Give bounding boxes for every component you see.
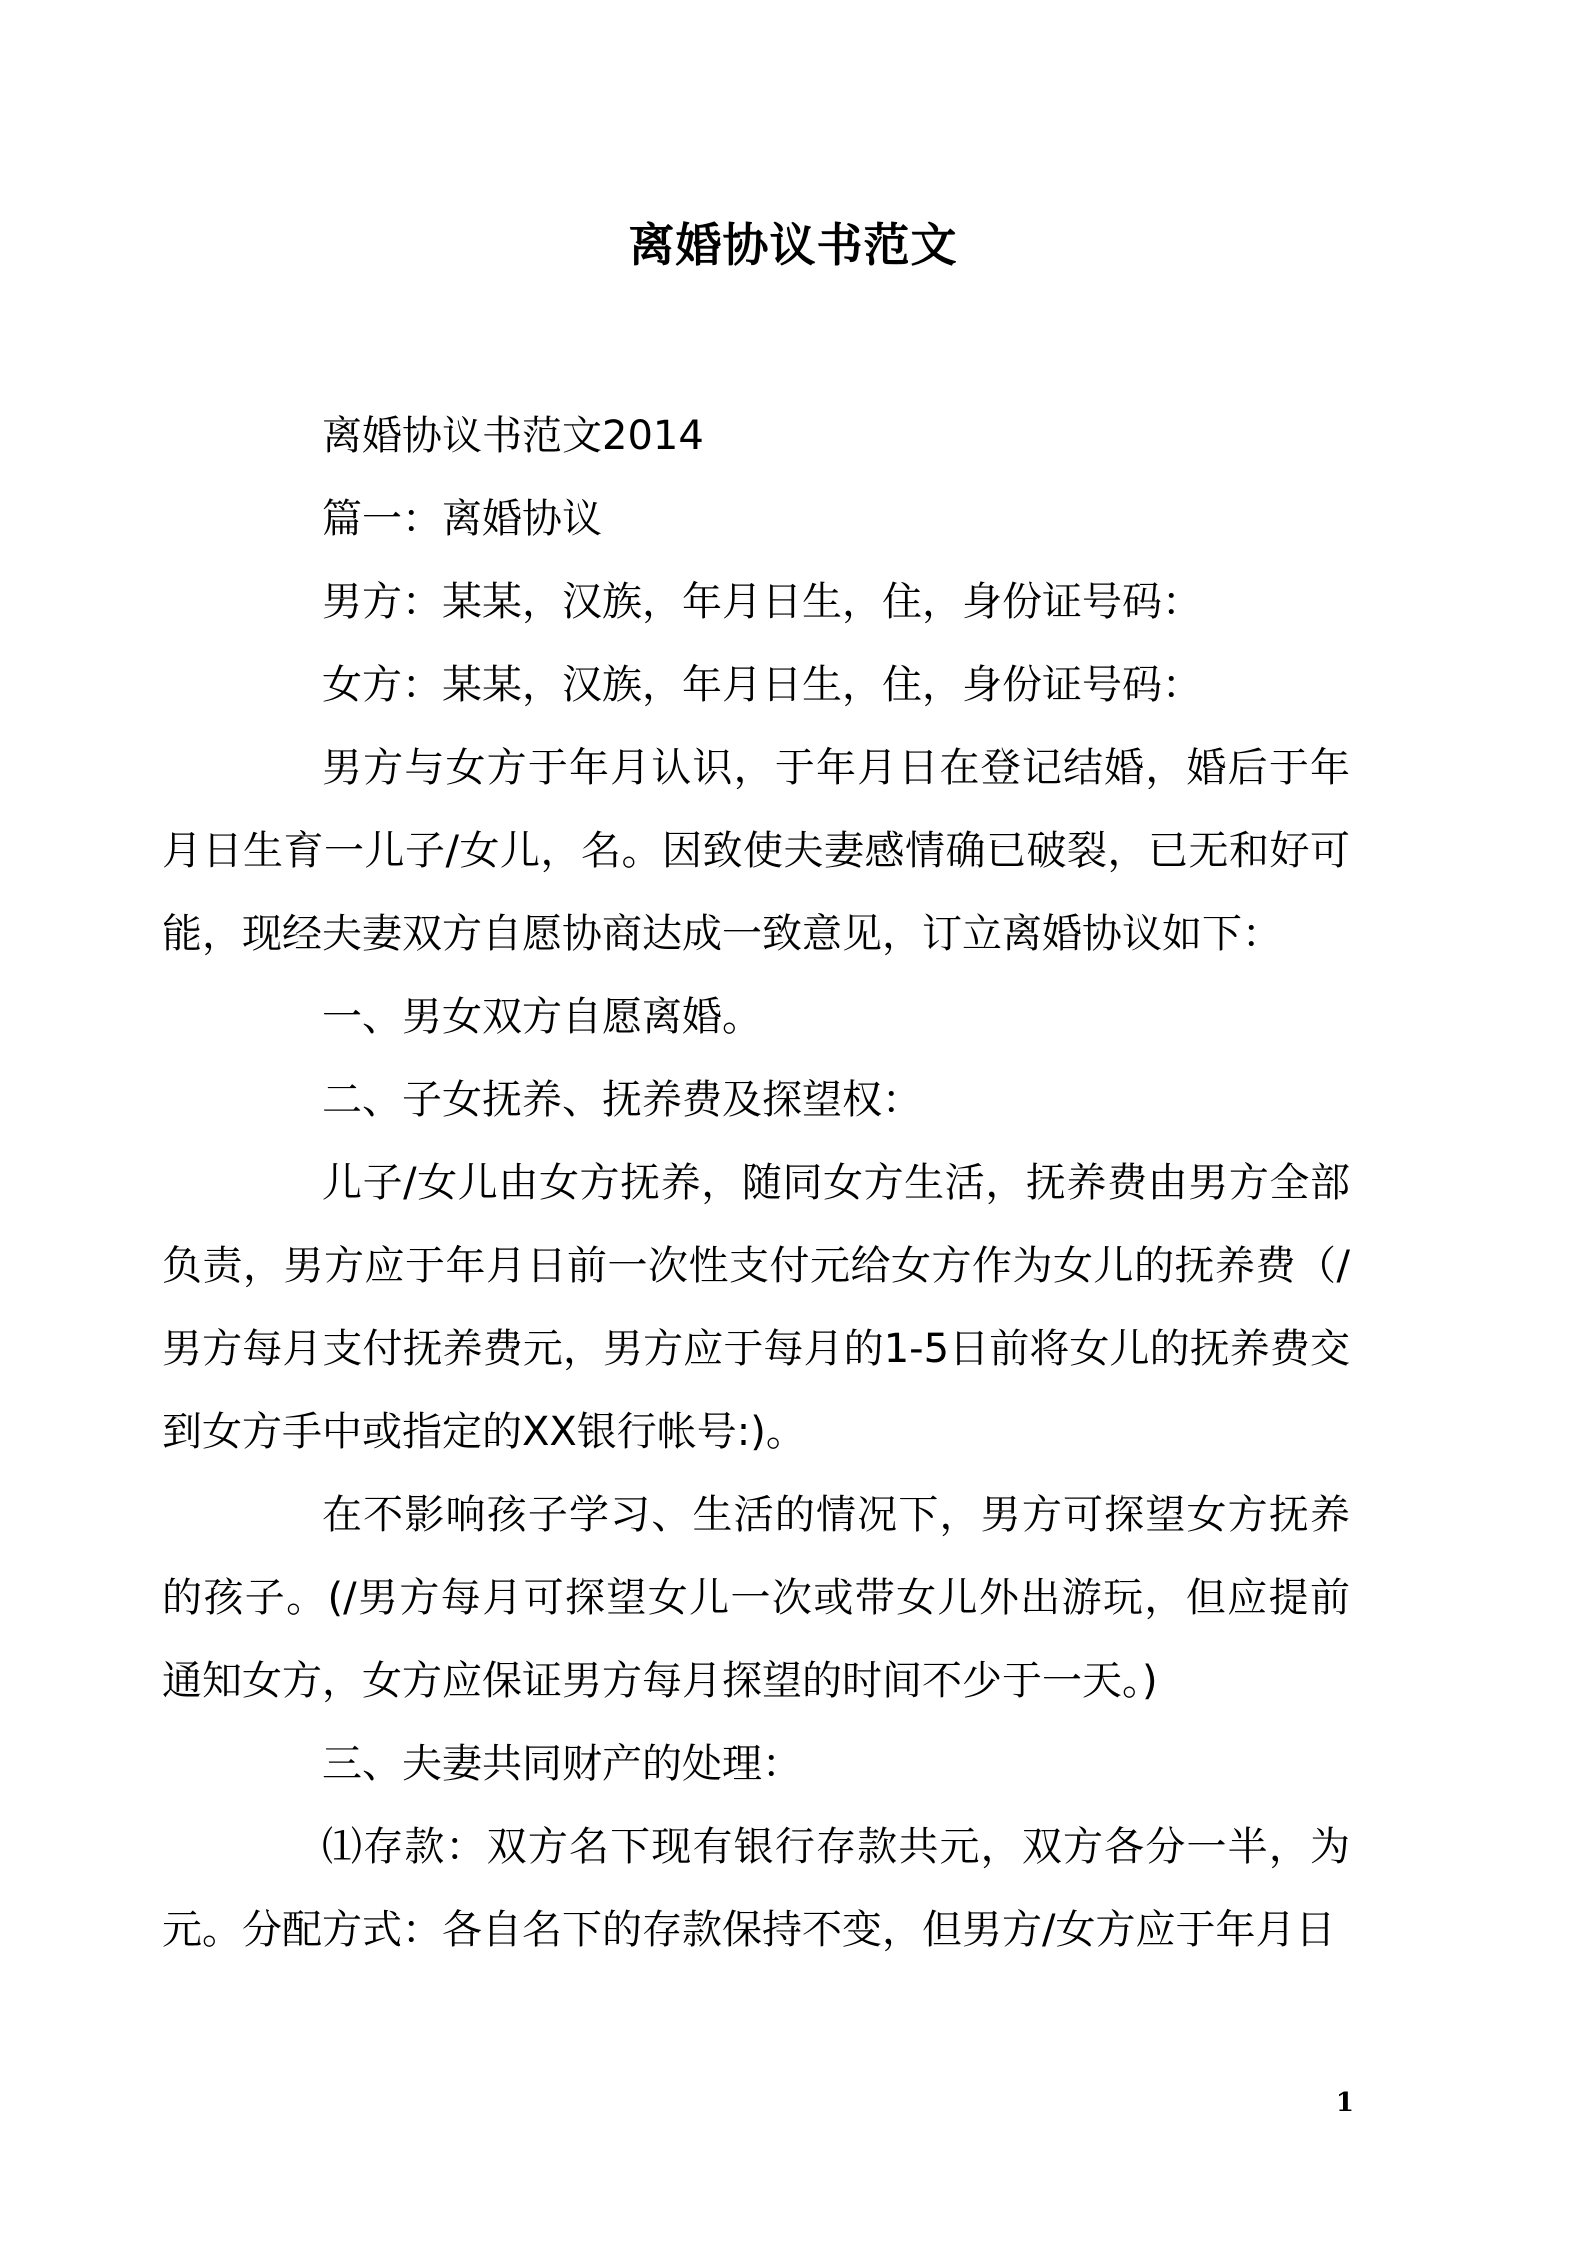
paragraph-custody: 儿子/女儿由女方抚养，随同女方生活，抚养费由男方全部负责，男方应于年月日前一次性支付元给女方作为女儿的抚养费（/男方每月支付抚养费元，男方应于每月的1-5日前将女儿的抚养费交到女方手中或指定的XX银行帐号:)。 (162, 1160, 1350, 1455)
paragraph-clause-1: 一、男女双方自愿离婚。 (322, 994, 762, 1040)
paragraph-subtitle: 离婚协议书范文2014 (322, 413, 704, 459)
paragraph-clause-3: 三、夫妻共同财产的处理： (322, 1741, 802, 1787)
page-number: 1 (1335, 2088, 1354, 2118)
paragraph-female-party: 女方：某某，汉族，年月日生，住，身份证号码： (322, 662, 1202, 708)
paragraph-savings: ⑴存款：双方名下现有银行存款共元，双方各分一半，为元。分配方式：各自名下的存款保持不变，但男方/女方应于年月日 (162, 1824, 1350, 1953)
paragraph-male-party: 男方：某某，汉族，年月日生，住，身份证号码： (322, 579, 1202, 625)
paragraph-background: 男方与女方于年月认识，于年月日在登记结婚，婚后于年月日生育一儿子/女儿，名。因致使夫妻感情确已破裂，已无和好可能，现经夫妻双方自愿协商达成一致意见，订立离婚协议如下： (162, 745, 1350, 957)
paragraph-clause-2: 二、子女抚养、抚养费及探望权： (322, 1077, 922, 1123)
document-body (162, 395, 1350, 1972)
document-title: 离婚协议书范文 (628, 218, 958, 272)
paragraph-visitation: 在不影响孩子学习、生活的情况下，男方可探望女方抚养的孩子。(/男方每月可探望女儿一次或带女儿外出游玩，但应提前通知女方，女方应保证男方每月探望的时间不少于一天。) (162, 1492, 1350, 1704)
paragraph-chapter-heading: 篇一：离婚协议 (322, 496, 602, 542)
